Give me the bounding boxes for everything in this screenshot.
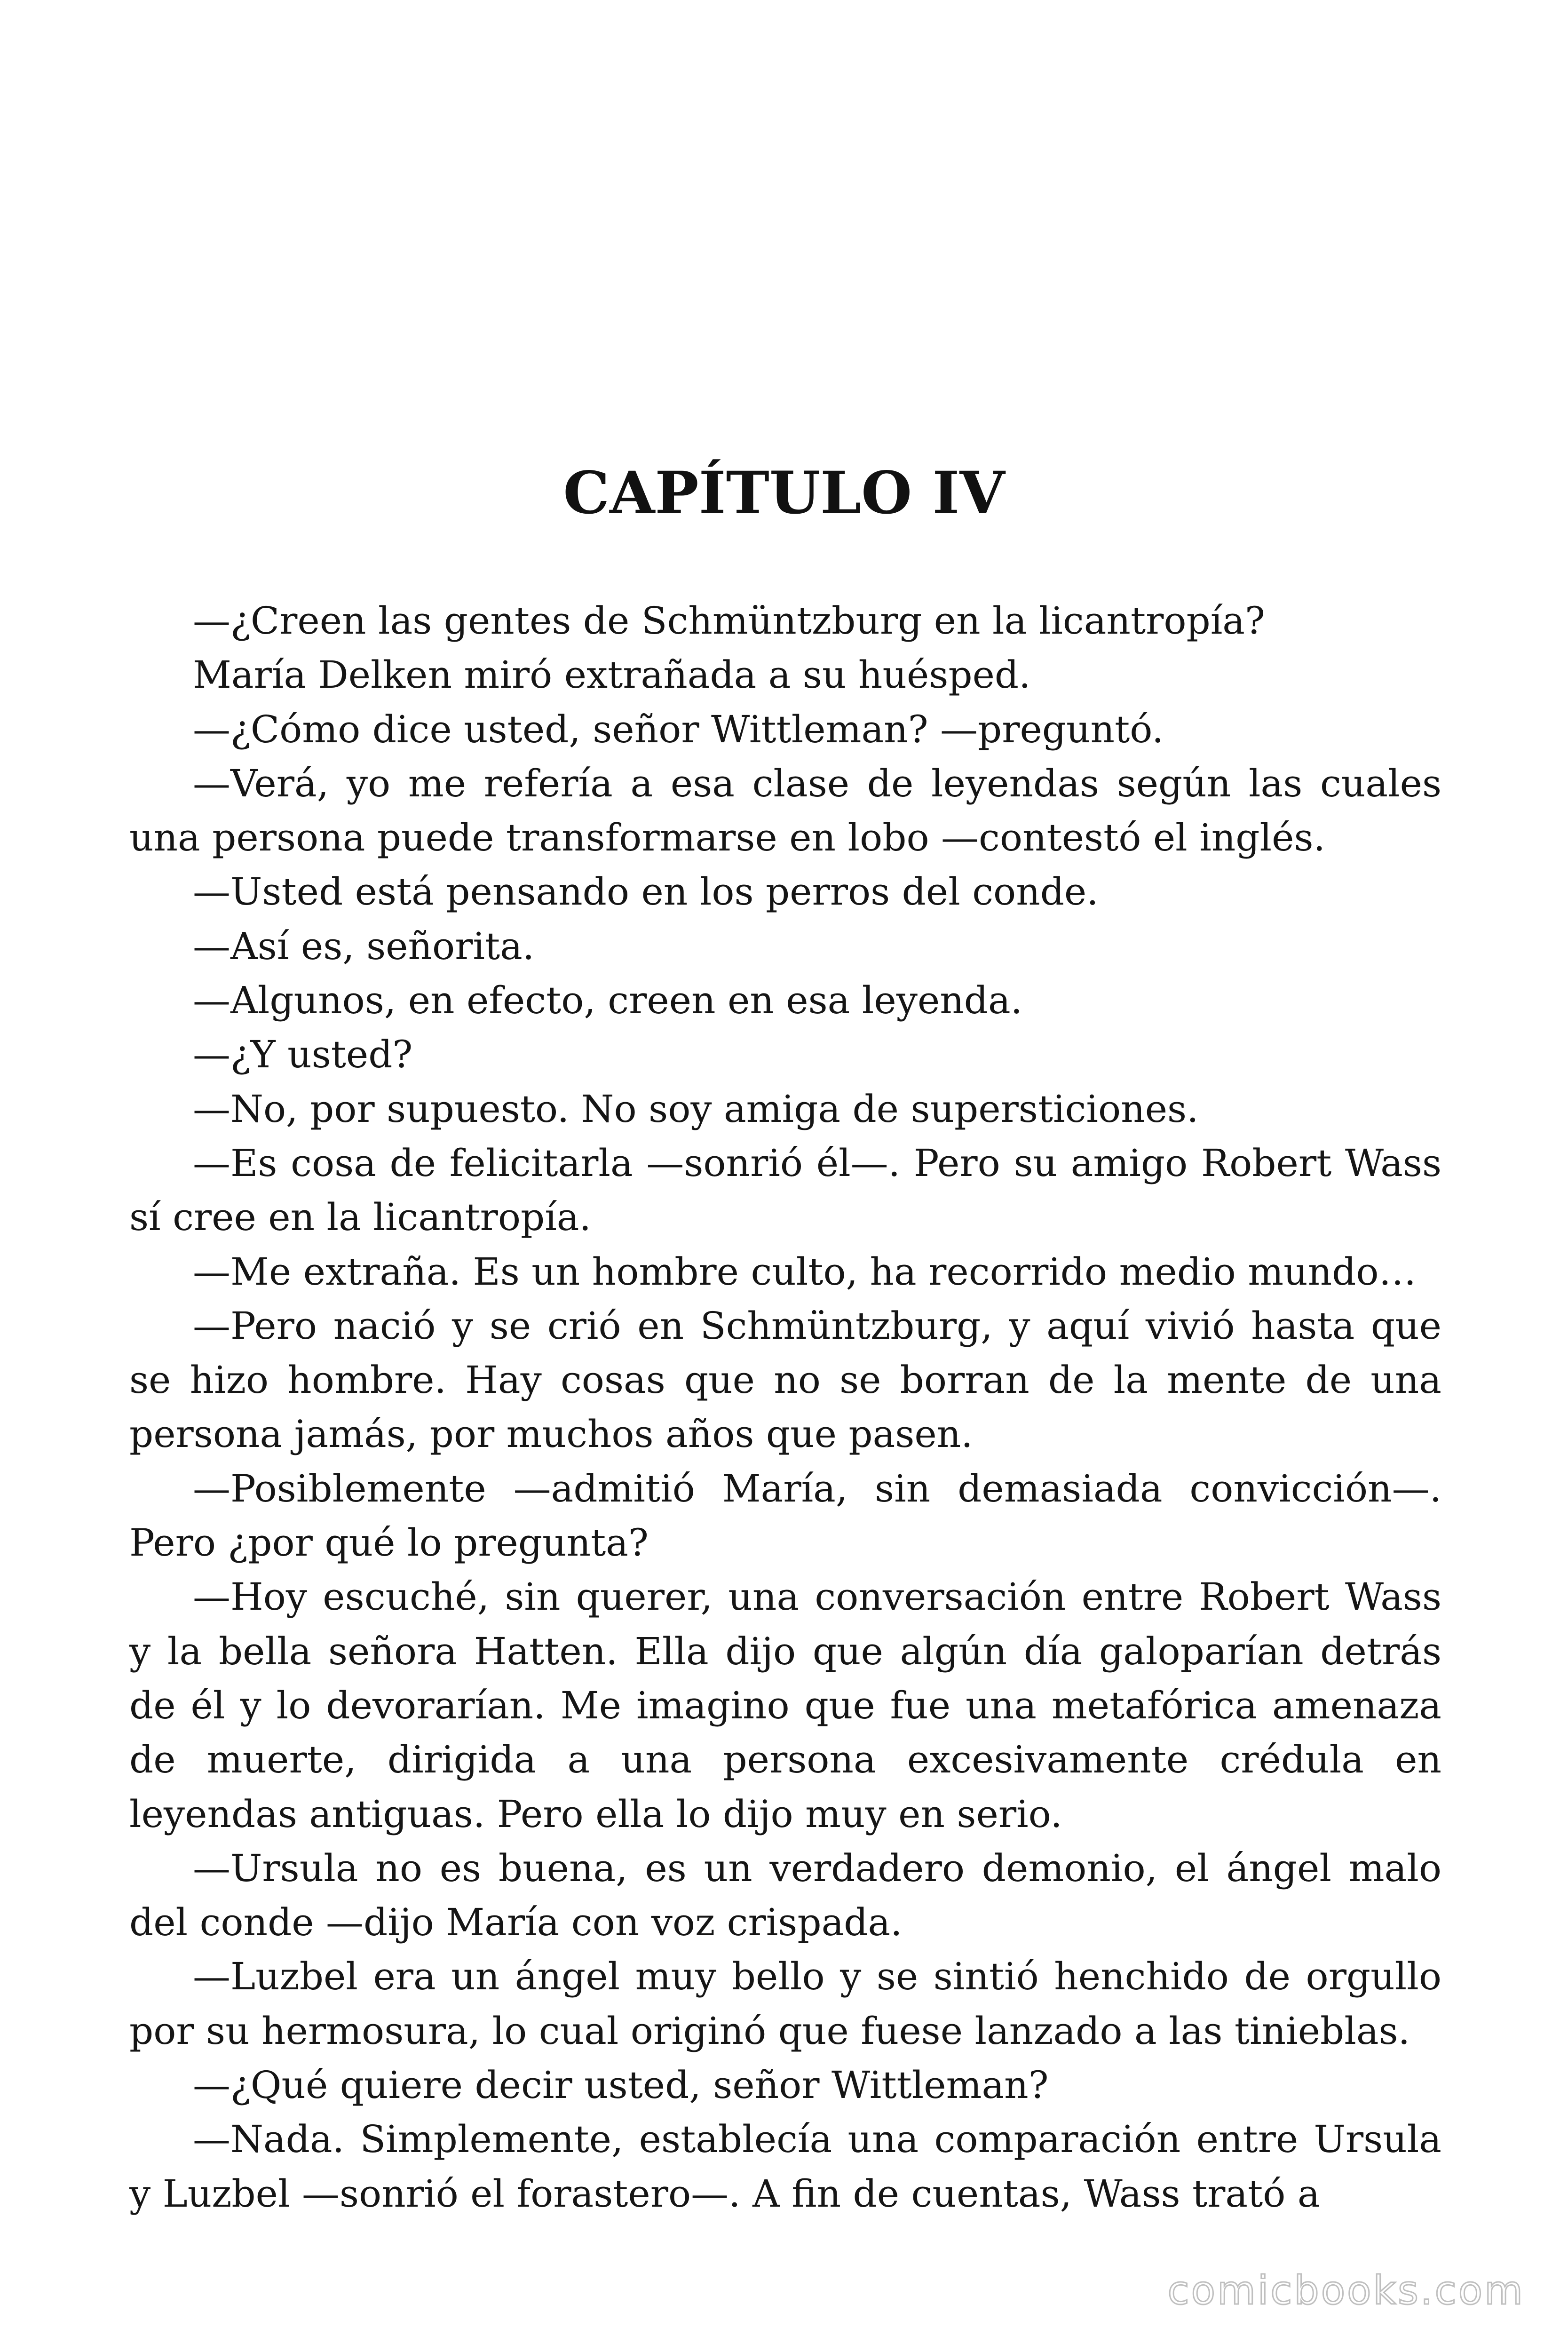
paragraph: —¿Y usted?	[193, 1033, 413, 1077]
watermark: comicbooks.com	[1167, 2267, 1525, 2313]
paragraph: —Usted está pensando en los perros del conde.	[193, 870, 1099, 914]
paragraph: —¿Cómo dice usted, señor Wittleman? —preguntó.	[193, 707, 1164, 751]
paragraph: —¿Qué quiere decir usted, señor Wittleman?	[193, 2063, 1049, 2107]
chapter-title: CAPÍTULO IV	[563, 459, 1005, 527]
paragraph: —Es cosa de felicitarla —sonrió él—. Pero su amigo Robert Wass sí cree en la licantropía.	[129, 1141, 1441, 1240]
paragraph: —Hoy escuché, sin querer, una conversación entre Robert Wass y la bella señora Hatten. Ella dijo que algún día galoparían detrás de él y lo devorarían. Me imagino que fue una metafórica amenaza de muerte, dirigida a una persona excesivamente crédula en leyendas antiguas. Pero ella lo dijo muy en serio.	[129, 1575, 1441, 1836]
chapter-body	[129, 594, 1441, 2221]
paragraph: —Me extraña. Es un hombre culto, ha recorrido medio mundo…	[193, 1249, 1417, 1294]
paragraph: —Luzbel era un ángel muy bello y se sintió henchido de orgullo por su hermosura, lo cual originó que fuese lanzado a las tinieblas.	[129, 1955, 1441, 2053]
paragraph: —¿Creen las gentes de Schmüntzburg en la licantropía?	[193, 599, 1265, 643]
paragraph: —Nada. Simplemente, establecía una comparación entre Ursula y Luzbel —sonrió el forastero—. A fin de cuentas, Wass trató a	[129, 2117, 1441, 2216]
paragraph: —Algunos, en efecto, creen en esa leyenda.	[193, 978, 1023, 1023]
paragraph: —Así es, señorita.	[193, 924, 535, 968]
paragraph: María Delken miró extrañada a su huésped.	[193, 653, 1031, 697]
paragraph: —No, por supuesto. No soy amiga de supersticiones.	[193, 1087, 1199, 1131]
paragraph: —Posiblemente —admitió María, sin demasiada convicción—. Pero ¿por qué lo pregunta?	[129, 1466, 1441, 1565]
paragraph: —Pero nació y se crió en Schmüntzburg, y aquí vivió hasta que se hizo hombre. Hay cosas que no se borran de la mente de una persona jamás, por muchos años que pasen.	[129, 1303, 1441, 1456]
paragraph: —Ursula no es buena, es un verdadero demonio, el ángel malo del conde —dijo María con voz crispada.	[129, 1846, 1441, 1945]
paragraph: —Verá, yo me refería a esa clase de leyendas según las cuales una persona puede transformarse en lobo —contestó el inglés.	[129, 761, 1441, 860]
